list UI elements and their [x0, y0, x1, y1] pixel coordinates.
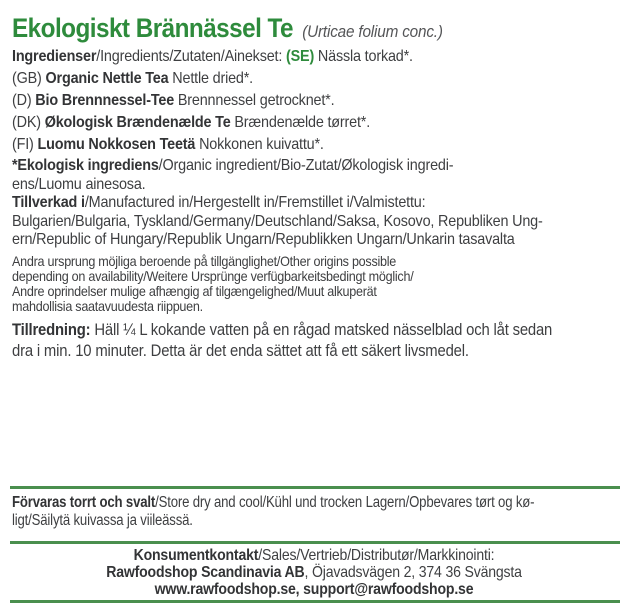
organic-note: [12, 156, 620, 194]
variant-ingredient: Brændenælde tørret*.: [230, 114, 371, 131]
disclaimer-line: Andre oprindelser mulige afhængig af tilgængelighed/Muut alkuperät: [12, 282, 377, 299]
preparation-instructions: Häll ¼ L kokande vatten på en rågad matsked nässelblad och låt sedan: [90, 320, 553, 339]
contact-label-translations: /Sales/Vertrieb/Distributør/Markkinointi:: [258, 547, 495, 564]
origin-countries-line1: Bulgarien/Bulgaria, Tyskland/Germany/Deutschland/Saksa, Kosovo, Republiken Ung-: [12, 212, 543, 230]
variant-prefix: (GB): [12, 70, 46, 87]
variant-name: Bio Brennnessel-Tee: [35, 92, 175, 109]
title-line: [12, 13, 559, 46]
latin-name: (Urticae folium conc.): [302, 22, 443, 41]
label-footer: [0, 486, 628, 603]
company-name: Rawfoodshop Scandinavia AB: [106, 564, 305, 581]
variant-ingredient: Nokkonen kuivattu*.: [195, 136, 324, 153]
preparation-label: Tillredning:: [12, 320, 91, 339]
storage-line1: [12, 494, 535, 512]
storage-translations: /Store dry and cool/Kühl und trocken Lagern/Opbevares tørt og kø-: [155, 494, 535, 511]
variant-prefix: (D): [12, 92, 36, 109]
origin-label-translations: /Manufactured in/Hergestellt in/Fremstillet i/Valmistettu:: [84, 194, 426, 211]
contact-web-line: [38, 581, 591, 598]
organic-note-line1: [12, 156, 559, 175]
product-title: Ekologiskt Brännässel Te: [12, 13, 293, 43]
storage-label: Förvaras torrt och svalt: [12, 494, 156, 511]
variant-prefix: (DK): [12, 114, 45, 131]
variant-line-gb: [12, 68, 559, 90]
ingredients-heading-line: [12, 46, 559, 68]
contact-label: Konsumentkontakt: [133, 547, 259, 564]
variant-line-dk: [12, 112, 559, 134]
origin-label: Tillverkad i: [12, 194, 85, 211]
organic-note-line2: ens/Luomu ainesosa.: [12, 176, 146, 193]
preparation-section: [12, 320, 620, 362]
storage-line2: ligt/Säilytä kuivassa ja viileässä.: [12, 512, 193, 529]
origin-section: [12, 194, 620, 250]
disclaimer-line: Andra ursprung möjliga beroende på tillgänglighet/Other origins possible: [12, 252, 397, 269]
se-tag: (SE): [286, 48, 315, 65]
contact-company-line: [38, 564, 591, 581]
origin-heading-line: [12, 194, 559, 213]
contact-section: [0, 547, 628, 598]
organic-note-translations: /Organic ingredient/Bio-Zutat/Økologisk ingredi-: [158, 157, 454, 174]
variant-line-d: [12, 90, 559, 112]
preparation-line1: [12, 320, 559, 341]
ingredients-section: [12, 46, 620, 156]
preparation-line2: dra i min. 10 minuter. Detta är det enda sättet att få ett säkert livsmedel.: [12, 341, 469, 360]
origin-disclaimer: [12, 254, 620, 314]
variant-name: Luomu Nokkosen Teetä: [37, 136, 196, 153]
ingredients-label: Ingredienser: [12, 48, 97, 65]
website-and-email: www.rawfoodshop.se, support@rawfoodshop.se: [154, 581, 474, 598]
divider-rule-top: [10, 486, 620, 489]
variant-line-fi: [12, 134, 559, 156]
se-ingredient: Nässla torkad*.: [314, 48, 413, 65]
variant-ingredient: Brennnessel getrocknet*.: [174, 92, 335, 109]
variant-name: Organic Nettle Tea: [45, 70, 169, 87]
disclaimer-line: mahdollisia saatavuudesta riippuen.: [12, 297, 203, 314]
divider-rule-bottom: [10, 600, 620, 603]
storage-section: [12, 494, 620, 530]
company-address: , Öjavadsvägen 2, 374 36 Svängsta: [304, 564, 522, 581]
organic-note-label: *Ekologisk ingrediens: [12, 157, 159, 174]
divider-rule-middle: [10, 541, 620, 544]
variant-ingredient: Nettle dried*.: [168, 70, 254, 87]
ingredients-label-translations: /Ingredients/Zutaten/Ainekset:: [96, 48, 287, 65]
contact-heading-line: [38, 547, 591, 564]
variant-prefix: (FI): [12, 136, 38, 153]
origin-countries-line2: ern/Republic of Hungary/Republik Ungarn/Republikken Ungarn/Unkarin tasavalta: [12, 231, 515, 248]
disclaimer-line: depending on availability/Weitere Ursprünge verfügbarkeitsbedingt möglich/: [12, 267, 414, 284]
variant-name: Økologisk Brændenælde Te: [44, 114, 231, 131]
